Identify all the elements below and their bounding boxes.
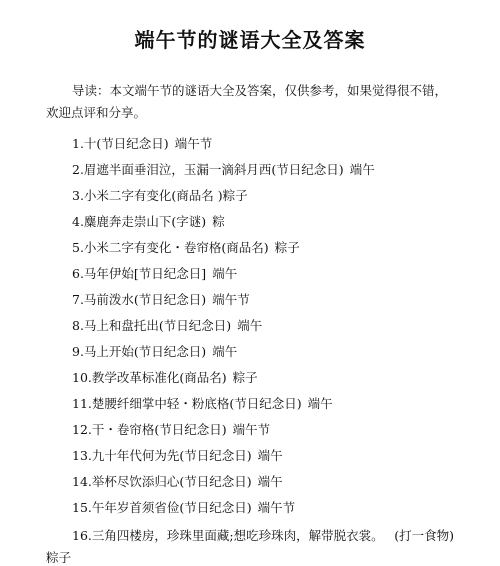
riddle-answer: 端午 bbox=[257, 448, 283, 463]
riddle-answer: 端午节 bbox=[257, 500, 296, 515]
riddle-answer: 端午 bbox=[349, 162, 375, 177]
riddle-question: 13.九十年代何为先(节日纪念日) bbox=[72, 448, 252, 463]
riddle-question: 15.午年岁首须省俭(节日纪念日) bbox=[72, 500, 252, 515]
riddle-answer: 粽 bbox=[212, 214, 225, 229]
riddle-answer: 端午 bbox=[212, 344, 238, 359]
riddle-item bbox=[72, 186, 254, 204]
riddle-item bbox=[72, 290, 250, 308]
riddle-question: 6.马年伊始[节日纪念日] bbox=[72, 266, 207, 281]
riddle-question: 14.举杯尽饮添归心(节日纪念日) bbox=[72, 474, 252, 489]
riddle-item bbox=[72, 498, 295, 516]
riddle-answer: 端午节 bbox=[232, 422, 271, 437]
riddle-question: 16.三角四楼房，珍珠里面藏;想吃珍珠肉，解带脱衣裳。 bbox=[72, 528, 384, 543]
riddle-answer: 端午节 bbox=[174, 136, 213, 151]
riddle-item bbox=[72, 160, 375, 178]
riddle-item bbox=[72, 420, 270, 438]
riddle-item bbox=[72, 394, 333, 412]
riddle-item bbox=[72, 238, 300, 256]
riddle-item bbox=[72, 472, 283, 490]
riddle-answer: 端午 bbox=[212, 266, 238, 281]
riddle-answer: 端午 bbox=[237, 318, 263, 333]
riddle-answer: 粽子 bbox=[274, 240, 300, 255]
riddle-item bbox=[72, 134, 212, 152]
riddle-question: 7.马前泼水(节日纪念日) bbox=[72, 292, 207, 307]
riddle-question: 3.小米二字有变化(商品名 )粽子 bbox=[72, 188, 248, 203]
riddle-question: 9.马上开始(节日纪念日) bbox=[72, 344, 207, 359]
riddle-item bbox=[72, 368, 258, 386]
riddle-item bbox=[72, 212, 225, 230]
riddle-question: 8.马上和盘托出(节日纪念日) bbox=[72, 318, 232, 333]
riddle-item-16 bbox=[72, 526, 384, 544]
riddle-item bbox=[72, 446, 283, 464]
riddle-answer: 端午 bbox=[307, 396, 333, 411]
riddle-question: 11.楚腰纤细掌中轻・粉底格(节日纪念日) bbox=[72, 396, 302, 411]
riddle-question: 10.教学改革标准化(商品名) bbox=[72, 370, 227, 385]
intro-paragraph: 导读：本文端午节的谜语大全及答案，仅供参考，如果觉得很不错，欢迎点评和分享。 bbox=[46, 83, 448, 120]
riddle-question: 5.小米二字有变化・卷帘格(商品名) bbox=[72, 240, 269, 255]
riddle-question: 12.干・卷帘格(节日纪念日) bbox=[72, 422, 227, 437]
riddle-hint: (打一食物) bbox=[394, 528, 454, 543]
page-title: 端午节的谜语大全及答案 bbox=[134, 28, 366, 52]
riddle-question: 2.眉遮半面垂泪泣，玉漏一滴斜月西(节日纪念日) bbox=[72, 162, 344, 177]
riddle-question: 1.十(节日纪念日) bbox=[72, 136, 169, 151]
riddle-answer: 粽子 bbox=[232, 370, 258, 385]
riddle-item bbox=[72, 316, 262, 334]
riddle-answer: 粽子 bbox=[46, 550, 72, 565]
riddle-answer: 端午 bbox=[257, 474, 283, 489]
riddle-question: 4.麋鹿奔走崇山下(字谜) bbox=[72, 214, 207, 229]
riddle-answer: 端午节 bbox=[212, 292, 250, 307]
riddle-item bbox=[72, 264, 237, 282]
riddle-item bbox=[72, 342, 237, 360]
